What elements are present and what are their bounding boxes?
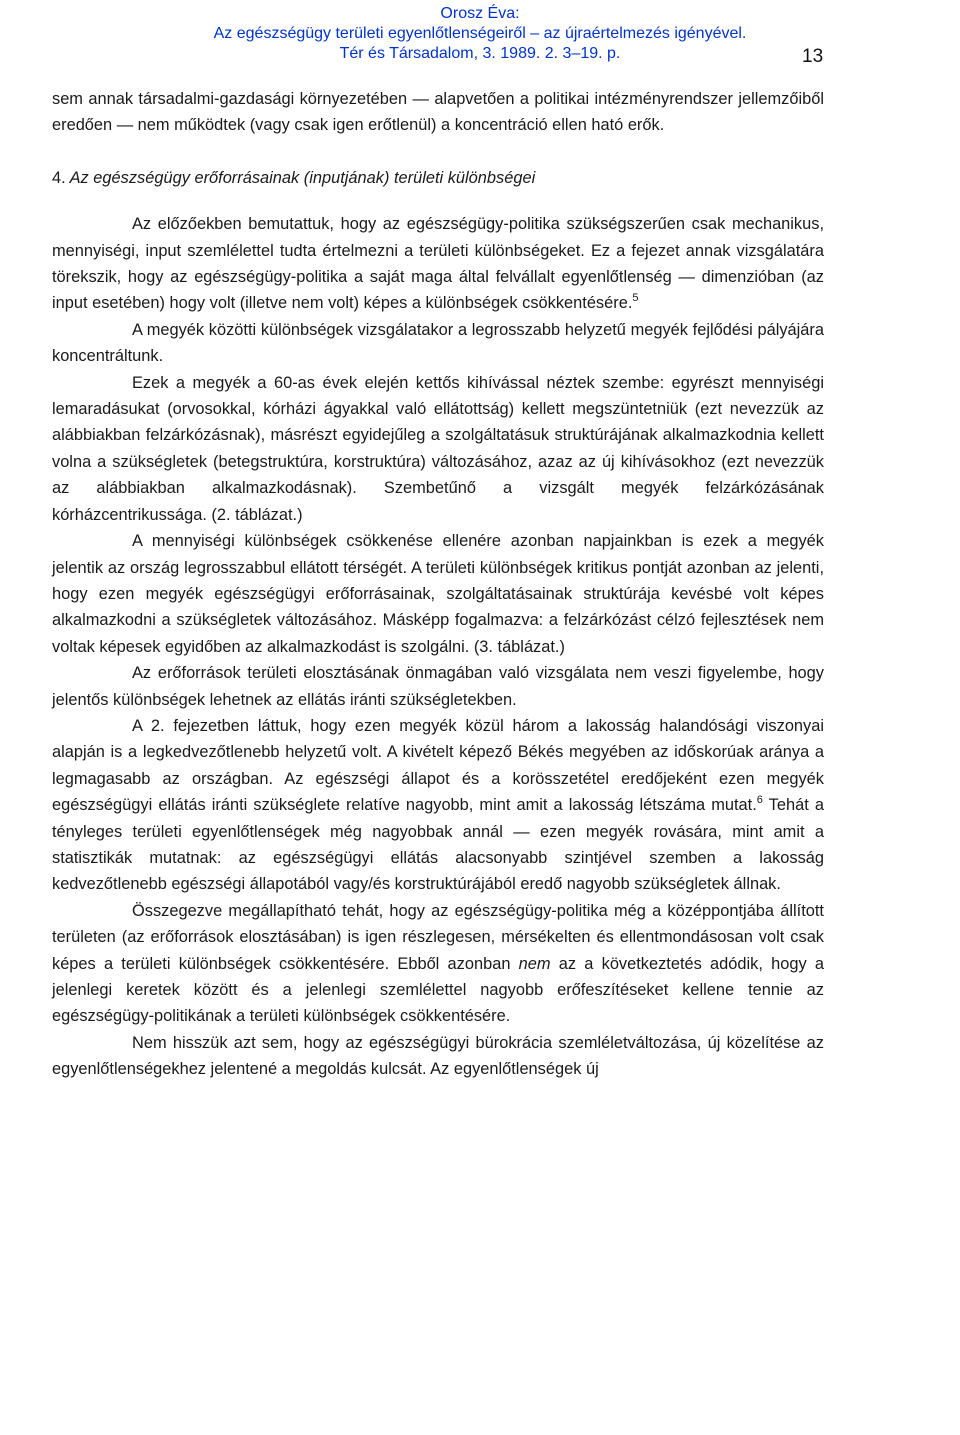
paragraph-3: Ezek a megyék a 60-as évek elején kettős kihívással néztek szembe: egyrészt mennyiségi lemaradásukat (orvosokkal, kórházi ágyakkal való ellátottság) kellett megszüntetniük (ezt nevezzük az alábbiakban felzárkózásnak), másrészt egyidejűleg a szolgáltatásuk struktúrájának alkalmazkodnia kellett volna a szükségletek (betegstruktúra, korstruktúra) változásához, azaz az új kihívásokhoz (ezt nevezzük az alábbiakban alkalmazkodásnak). Szembetűnő a vizsgált megyék felzárkózásának kórházcentrikussága. (2. táblázat.) [52, 373, 824, 524]
footnote-ref-5: 5 [632, 292, 639, 305]
page-number: 13 [802, 46, 824, 67]
header-title: Az egészségügy területi egyenlőtlenségeiről – az újraértelmezés igényével. [213, 25, 747, 42]
intro-paragraph: sem annak társadalmi-gazdasági környezetében — alapvetően a politikai intézményrendszer jellemzőiből eredően — nem működtek (vagy csak igen erőtlenül) a koncentráció ellen ható erők. [52, 90, 824, 135]
header-source: Tér és Társadalom, 3. 1989. 2. 3–19. p. [339, 45, 621, 62]
paragraph-5: Az erőforrások területi elosztásának önmagában való vizsgálata nem veszi figyelembe, hogy jelentős különbségek lehetnek az ellátás iránti szükségletekben. [52, 664, 824, 709]
section-title: Az egészségügy erőforrásainak (inputjának) területi különbségei [69, 168, 536, 187]
emphasis-nem: nem [518, 954, 551, 973]
paragraph-4: A mennyiségi különbségek csökkenése ellenére azonban napjainkban is ezek a megyék jelentik az ország legrosszabbul ellátott térségét. A területi különbségek kritikus pontját azonban az jelenti, hogy ezen megyék egészségügyi erőforrásainak, szolgáltatásainak struktúrája kevésbé volt képes alkalmazkodni a szükségletek változásához. Másképp fogalmazva: a felzárkózást célzó fejlesztések nem voltak képesek egyidőben az alkalmazkodást is szolgálni. (3. táblázat.) [52, 532, 824, 656]
section-number: 4. [52, 168, 66, 187]
page-body [52, 86, 824, 1083]
paragraph-6 [52, 713, 824, 898]
paragraph-6-before: A 2. fejezetben láttuk, hogy ezen megyék közül három a lakosság halandósági viszonyai alapján is a legkedvezőtlenebb helyzetű volt. A kivételt képező Békés megyében az időskorúak aránya a legmagasabb az országban. Az egészségi állapot és a korösszetétel eredőjeként ezen megyék egészségügyi ellátás iránti szükséglete relatíve nagyobb, mint amit a lakosság létszáma mutat. [52, 716, 824, 815]
paragraph-1 [52, 211, 824, 317]
paragraph-7-after: az a következtetés adódik, hogy a jelenlegi keretek között és a jelenlegi szemlélettel nagyobb erőfeszítéseket kellene tennie az egészségügy-politikának a területi különbségek csökkentésére. [52, 954, 824, 1026]
footnote-ref-6: 6 [756, 794, 763, 807]
paragraph-6-after: Tehát a tényleges területi egyenlőtlenségek még nagyobbak annál — ezen megyék rovására, mint amit a statisztikák mutatnak: az egészségügyi ellátás alacsonyabb szintjével szemben a lakosság kedvezőtlenebb egészségi állapotából vagy/és korstruktúrájából eredő nagyobb szükségletek állnak. [52, 796, 824, 894]
paragraph-8: Nem hisszük azt sem, hogy az egészségügyi bürokrácia szemléletváltozása, új közelítése az egyenlőtlenségekhez jelentené a megoldás kulcsát. Az egyenlőtlenségek új [52, 1033, 824, 1079]
paragraph-7-before: Összegezve megállapítható tehát, hogy az egészségügy-politika még a középpontjába állított területen (az erőforrások elosztásában) is igen részlegesen, mérsékelten és ellentmondásosan volt csak képes a területi különbségek csökkentésére. Ebből azonban [52, 901, 824, 973]
paragraph-7 [52, 898, 824, 1030]
section-heading [52, 165, 824, 191]
paragraph-2: A megyék közötti különbségek vizsgálatakor a legrosszabb helyzetű megyék fejlődési pályájára koncentráltunk. [52, 320, 824, 366]
paragraph-1-text: Az előzőekben bemutattuk, hogy az egészségügy-politika szükségszerűen csak mechanikus, mennyiségi, input szemlélettel tudta értelmezni a területi különbségeket. Ez a fejezet annak vizsgálatára törekszik, hogy az egészségügy-politika a saját maga által felvállalt egyenlőtlenség — dimenzióban (az input esetében) hogy volt (illetve nem volt) képes a különbségek csökkentésére. [52, 215, 824, 313]
header-author: Orosz Éva: [440, 5, 520, 22]
